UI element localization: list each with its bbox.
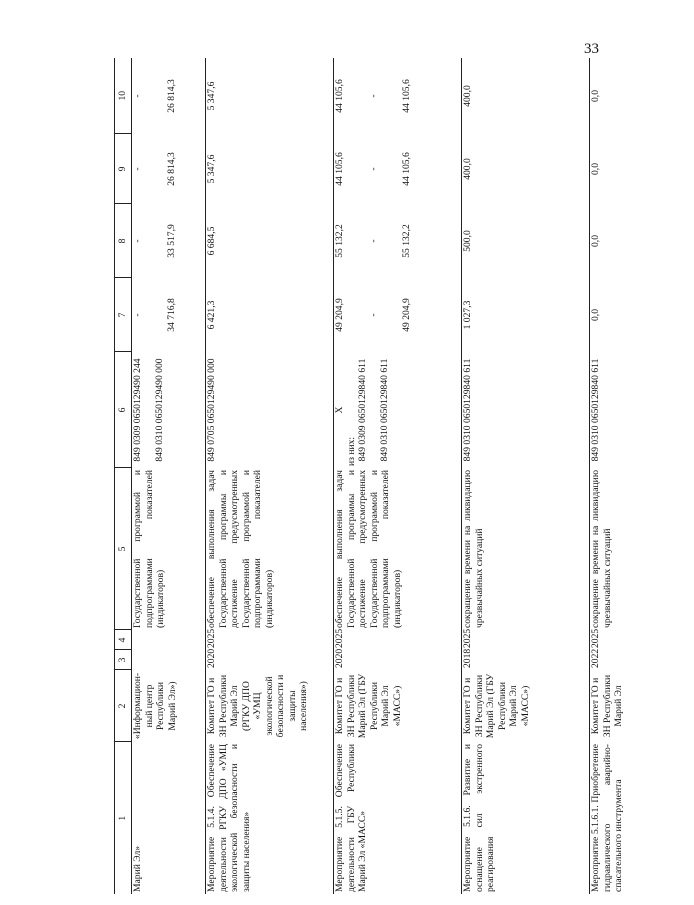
end-year: 2025 bbox=[206, 630, 334, 650]
program-measures-table bbox=[114, 58, 694, 894]
col-header-1: 1 bbox=[117, 815, 129, 821]
budget-code: 849 0310 0650129840 611 bbox=[590, 352, 694, 468]
start-year: 2022 bbox=[590, 650, 694, 670]
amount: - bbox=[132, 167, 143, 171]
amount: 44 105,6 bbox=[334, 79, 345, 113]
amount: 5 347,6 bbox=[206, 58, 334, 134]
amount: - bbox=[132, 239, 143, 243]
end-year: 2025 bbox=[590, 630, 694, 650]
amount: - bbox=[132, 313, 143, 317]
amount-cell bbox=[334, 204, 462, 278]
amount-cell bbox=[132, 204, 206, 278]
executor: «Информацион-ный центр Республики Марий Эл») bbox=[132, 672, 178, 740]
amount-cell bbox=[334, 58, 462, 134]
table-row bbox=[334, 58, 462, 894]
table-row bbox=[132, 58, 206, 894]
col-header-7: 7 bbox=[115, 278, 132, 352]
expected-result: обеспечение выполнения задач Государственной программы и достижение предусмотренных Государственной программой и подпрограммами показателей (индикаторов) bbox=[206, 468, 334, 630]
amount: 49 204,9 bbox=[401, 298, 412, 332]
budget-code-cell bbox=[334, 352, 462, 468]
end-year: 2025 bbox=[462, 630, 590, 650]
col-header-4: 4 bbox=[115, 630, 132, 650]
amount: 26 814,3 bbox=[165, 152, 177, 186]
amount: 26 814,3 bbox=[165, 79, 177, 113]
budget-code: 849 0309 0650129840 611 bbox=[357, 358, 368, 462]
amount: 49 204,9 bbox=[334, 298, 345, 332]
col-header-3: 3 bbox=[115, 650, 132, 670]
measure-name: Мероприятие 5.1.5. Обеспечение деятельности ГБУ Республики Марий Эл «МАСС» bbox=[334, 742, 462, 894]
amount: 6 684,5 bbox=[206, 204, 334, 278]
col-header-9: 9 bbox=[115, 134, 132, 204]
budget-code: 849 0309 0650129490 244 bbox=[132, 358, 143, 462]
end-year bbox=[132, 630, 206, 650]
executor: Комитет ГО и ЗН Республики Марий Эл (ГБУ Республики Марий Эл «МАСС») bbox=[462, 670, 590, 742]
budget-code: 849 0705 0650129490 000 bbox=[206, 352, 334, 468]
amount-cell bbox=[334, 278, 462, 352]
amount: - bbox=[132, 94, 143, 98]
amount: 5 347,6 bbox=[206, 134, 334, 204]
amount: 500,0 bbox=[462, 204, 590, 278]
expected-result: обеспечение выполнения задач Государственной программы и достижение предусмотренных Государственной программой и подпрограммами показателей (индикаторов) bbox=[334, 468, 462, 630]
amount: 55 132,2 bbox=[401, 224, 412, 258]
executor: Комитет ГО и ЗН Республики Марий Эл (ГБУ Республики Марий Эл «МАСС») bbox=[334, 670, 462, 742]
budget-code: 849 0310 0650129840 611 bbox=[462, 352, 590, 468]
amount: 6 421,3 bbox=[206, 278, 334, 352]
budget-code: 849 0310 0650129840 611 bbox=[378, 358, 390, 462]
expected-result: Государственной программой и подпрограммами показателей (индикаторов) bbox=[132, 470, 166, 628]
amount: - bbox=[367, 313, 379, 317]
measure-name: Мероприятие 5.1.4. Обеспечение деятельности РГКУ ДПО «УМЦ экологической безопасности и защиты населения» bbox=[206, 742, 334, 894]
amount-cell bbox=[132, 58, 206, 134]
budget-code: 849 0310 0650129490 000 bbox=[153, 358, 165, 462]
amount: 33 517,9 bbox=[165, 224, 177, 258]
table-row bbox=[462, 58, 590, 894]
col-header-6: 6 bbox=[115, 352, 132, 468]
amount-cell bbox=[132, 134, 206, 204]
amount: 400,0 bbox=[462, 58, 590, 134]
page-number: 33 bbox=[584, 41, 599, 57]
amount: 0,0 bbox=[590, 204, 694, 278]
amount: - bbox=[367, 239, 379, 243]
amount: - bbox=[367, 167, 379, 171]
amount: - bbox=[367, 94, 379, 98]
amount: 0,0 bbox=[590, 58, 694, 134]
col-header-8: 8 bbox=[115, 204, 132, 278]
amount-cell bbox=[132, 278, 206, 352]
amount: 0,0 bbox=[590, 278, 694, 352]
amount: 1 027,3 bbox=[462, 278, 590, 352]
measure-name: Марий Эл» bbox=[132, 845, 143, 892]
amount: 44 105,6 bbox=[401, 79, 412, 113]
table-row bbox=[206, 58, 334, 894]
start-year bbox=[132, 650, 206, 670]
header-row bbox=[115, 58, 132, 894]
amount: 0,0 bbox=[590, 134, 694, 204]
rotated-table-area bbox=[114, 58, 624, 894]
amount: 55 132,2 bbox=[334, 224, 345, 258]
expected-result: сокращение времени на ликвидацию чрезвычайных ситуаций bbox=[462, 468, 590, 630]
expected-result: сокращение времени на ликвидацию чрезвычайных ситуаций bbox=[590, 468, 694, 630]
measure-name: Мероприятие 5.1.6. Развитие и оснащение сил экстренного реагирования bbox=[462, 742, 590, 894]
col-header-2: 2 bbox=[115, 670, 132, 742]
amount-cell bbox=[334, 134, 462, 204]
amount: 44 105,6 bbox=[334, 152, 345, 186]
amount: 400,0 bbox=[462, 134, 590, 204]
executor: Комитет ГО и ЗН Республики Марий Эл bbox=[590, 670, 694, 742]
measure-name: Мероприятие 5.1.6.1. Приобретение гидравлического аварийно-спасательного инструмента bbox=[590, 742, 694, 894]
budget-code-total-mark: X bbox=[334, 406, 345, 414]
start-year: 2020 bbox=[334, 650, 462, 670]
col-header-10: 10 bbox=[115, 58, 132, 134]
col-header-5: 5 bbox=[115, 468, 132, 630]
start-year: 2020 bbox=[206, 650, 334, 670]
executor: Комитет ГО и ЗН Республики Марий Эл (РГКУ ДПО «УМЦ экологической безопасности и защиты населения») bbox=[206, 670, 334, 742]
start-year: 2018 bbox=[462, 650, 590, 670]
table-row bbox=[590, 58, 694, 894]
amount: 34 716,8 bbox=[165, 298, 177, 332]
rotated-table-container bbox=[114, 58, 624, 894]
amount: 44 105,6 bbox=[401, 152, 412, 186]
budget-code-note: из них: bbox=[345, 436, 357, 466]
budget-code-cell bbox=[132, 352, 206, 468]
end-year: 2025 bbox=[334, 630, 462, 650]
